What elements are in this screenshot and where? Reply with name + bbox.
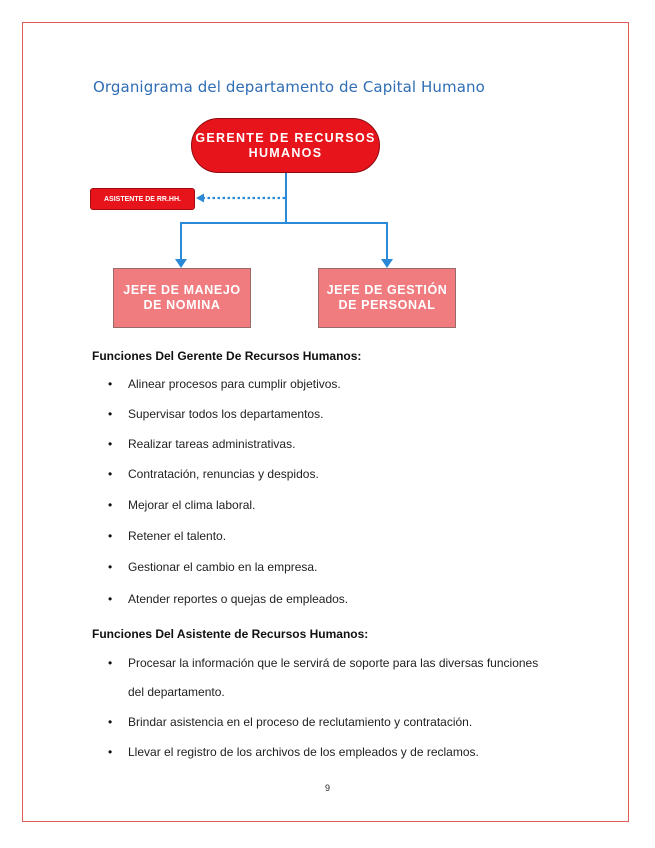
section-title-asistente: Funciones Del Asistente de Recursos Humanos: bbox=[92, 627, 369, 641]
bullet-icon: • bbox=[108, 656, 113, 670]
arrowhead-asistente bbox=[196, 194, 204, 203]
bullet-icon: • bbox=[108, 407, 113, 421]
bullet-icon: • bbox=[108, 715, 113, 729]
section-title-gerente: Funciones Del Gerente De Recursos Humanos: bbox=[92, 349, 362, 363]
bullet-icon: • bbox=[108, 498, 113, 512]
node-jefe-nomina bbox=[113, 268, 251, 328]
page-number: 9 bbox=[324, 783, 330, 793]
org-chart bbox=[0, 0, 655, 340]
node-asistente-label: ASISTENTE DE RR.HH. bbox=[103, 195, 181, 203]
arrowhead-left bbox=[175, 259, 187, 268]
node-jefe-nomina-label: JEFE DE MANEJO DE NOMINA bbox=[123, 283, 241, 312]
node-asistente bbox=[90, 188, 195, 210]
node-jefe-gestion bbox=[318, 268, 456, 328]
node-jefe-gestion-label: JEFE DE GESTIÓN DE PERSONAL bbox=[326, 283, 448, 312]
bullet-icon: • bbox=[108, 745, 113, 759]
bullet-icon: • bbox=[108, 529, 113, 543]
node-gerente bbox=[191, 118, 380, 173]
bullet-icon: • bbox=[108, 437, 113, 451]
bullet-icon: • bbox=[108, 560, 113, 574]
page-title: Organigrama del departamento de Capital Humano bbox=[93, 78, 485, 96]
arrowhead-right bbox=[381, 259, 393, 268]
bullet-icon: • bbox=[108, 467, 113, 481]
bullet-icon: • bbox=[108, 592, 113, 606]
node-gerente-label: GERENTE DE RECURSOS HUMANOS bbox=[195, 130, 376, 160]
bullet-icon: • bbox=[108, 377, 113, 391]
